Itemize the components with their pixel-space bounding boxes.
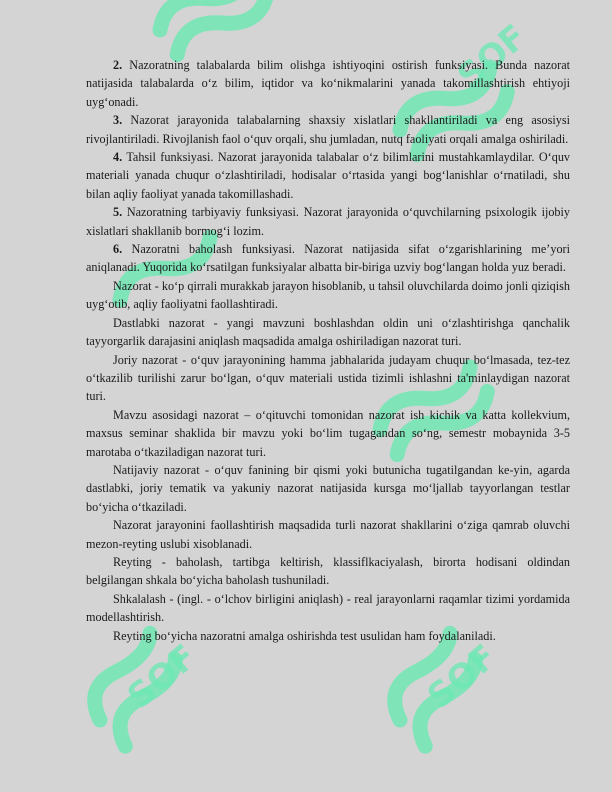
paragraph bbox=[86, 627, 570, 645]
watermark-text-left: SOF bbox=[120, 636, 205, 717]
paragraph bbox=[86, 406, 570, 461]
paragraph bbox=[86, 277, 570, 314]
paragraph-text: Tahsil funksiyasi. Nazorat jarayonida talabalar o‘z bilimlarini mustahkamlaydilar. O‘quv materiali yanada chuqur o‘zlashtiriladi, hodisalar o‘rtasida yangi bog‘lanishlar o‘rnatiladi, shu bilan aqliy faoliyat yanada takomillashadi. bbox=[86, 150, 571, 201]
paragraph bbox=[86, 314, 570, 351]
paragraph-text: Joriy nazorat - o‘quv jarayonining hamma jabhalarida judayam chuqur bo‘lmasada, tez-tez o‘tkazilib turilishi zarur bo‘lgan, o‘quv materiali ustida tizimli ishlashni ta'minlaydigan nazorat turi. bbox=[86, 352, 570, 404]
paragraph bbox=[86, 590, 570, 627]
paragraph-text: Nazorat - ko‘p qirrali murakkab jarayon hisoblanib, u tahsil oluvchilarda doimo jonli qiziqish uyg‘otib, aqliy faoliyatni faollashtiradi. bbox=[86, 278, 570, 312]
paragraph-text: Reyting - baholash, tartibga keltirish, klassiflkaciyalash, birorta hodisani oldindan belgilangan shkala bo‘yicha baholash tushuniladi. bbox=[86, 554, 570, 588]
paragraph-number: 2. bbox=[113, 58, 123, 72]
paragraph-text: Mavzu asosidagi nazorat – o‘qituvchi tomonidan nazorat ish kichik va katta kollekvium, maxsus seminar shaklida bir mavzu yoki bo‘lim tugagandan so‘ng, semestr mobaynida 3-5 marotaba o‘tkaziladigan nazorat turi. bbox=[86, 407, 570, 459]
watermark-text-top: SOF bbox=[450, 16, 535, 97]
paragraph bbox=[86, 240, 570, 277]
paragraph-number: 3. bbox=[113, 113, 123, 128]
paragraph bbox=[86, 516, 570, 553]
paragraph-text: Nazoratning talabalarda bilim olishga ishtiyoqini ostirish funksiyasi. Bunda nazorat natijasida talabalarda o‘z bilim, iqtidor va ko‘nikmalarini yanada takomillashtirish ehtiyoji uyg‘onadi. bbox=[86, 58, 571, 109]
paragraph-text: Nazoratni baholash funksiyasi. Nazorat natijasida sifat o‘zgarishlarining me’yori aniqlanadi. Yuqorida ko‘rsatilgan funksiyalar albatta bir-biriga uzviy bog‘langan holda yuz beradi. bbox=[86, 242, 570, 275]
paragraph-number: 6. bbox=[113, 242, 123, 257]
paragraph-text: Reyting bo‘yicha nazoratni amalga oshirishda test usulidan ham foydalaniladi. bbox=[113, 628, 496, 643]
paragraph-text: Nazorat jarayonida talabalarning shaxsiy xislatlari shakllantiriladi va eng asosiysi rivojlantiriladi. Rivojlanish faol o‘quv orqali, shu jumladan, nutq faoliyati orqali amalga oshiriladi. bbox=[86, 113, 570, 146]
paragraph bbox=[86, 553, 570, 590]
watermark-text-right: SOF bbox=[420, 636, 505, 717]
paragraph bbox=[86, 351, 570, 406]
paragraph-text: Natijaviy nazorat - o‘quv fanining bir qismi yoki butunicha tugatilgandan ke-yin, agarda dastlabki, joriy tematik va yakuniy nazorat natijasida kursga mo‘ljallab tayyorlangan testlar bo‘yicha o‘tkaziladi. bbox=[86, 462, 570, 514]
paragraph bbox=[86, 203, 570, 240]
document-body bbox=[86, 56, 570, 645]
paragraph bbox=[86, 111, 570, 148]
paragraph-text: Shkalalash - (ingl. - o‘lchov birligini aniqlash) - real jarayonlarni raqamlar tizimi yordamida modellashtirish. bbox=[86, 591, 570, 625]
paragraph bbox=[86, 148, 570, 203]
paragraph-number: 5. bbox=[113, 205, 123, 220]
paragraph-text: Nazorat jarayonini faollashtirish maqsadida turli nazorat shakllarini o‘ziga qamrab oluvchi mezon-reyting uslubi xisoblanadi. bbox=[86, 518, 570, 551]
paragraph-text: Nazoratning tarbiyaviy funksiyasi. Nazorat jarayonida o‘quvchilarning psixologik ijobiy xislatlari shakllanib bormog‘i lozim. bbox=[86, 205, 571, 238]
paragraph-text: Dastlabki nazorat - yangi mavzuni boshlashdan oldin uni o‘zlashtirishga qanchalik tayyorgarlik darajasini aniqlash maqsadida amalga oshiriladigan nazorat turi. bbox=[86, 315, 570, 349]
paragraph-number: 4. bbox=[113, 150, 123, 165]
paragraph bbox=[86, 56, 570, 111]
paragraph bbox=[86, 461, 570, 516]
